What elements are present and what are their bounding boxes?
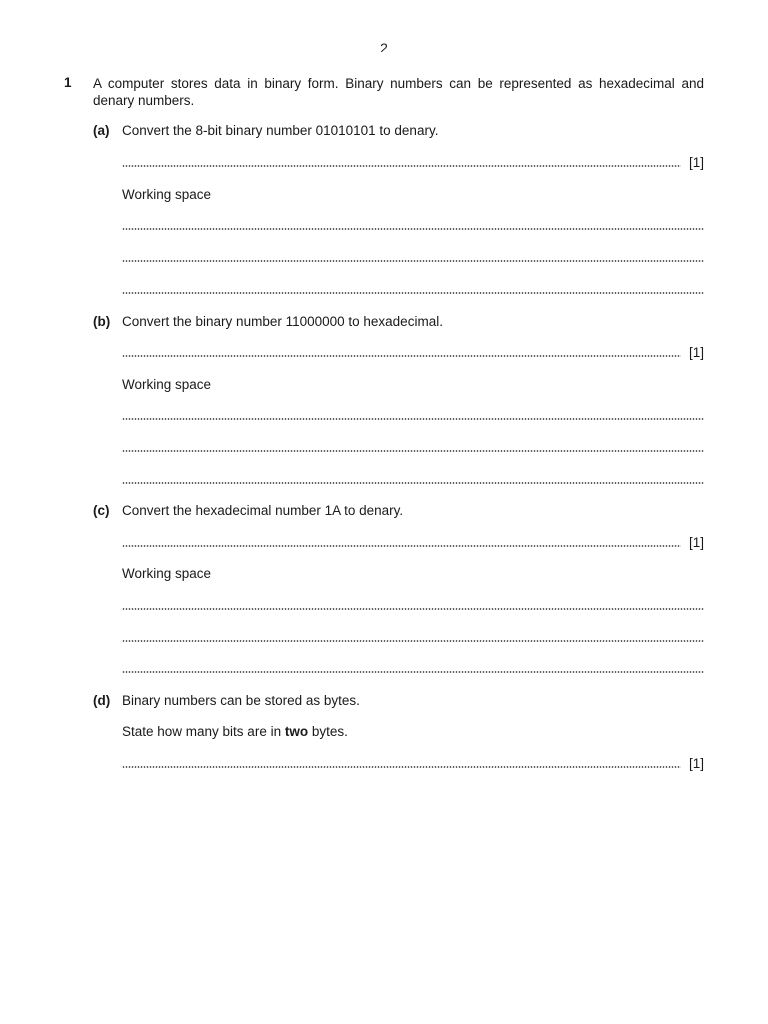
answer-dots bbox=[122, 164, 681, 168]
part-b-label: (b) bbox=[93, 314, 111, 329]
part-c-text: Convert the hexadecimal number 1A to denary. bbox=[122, 503, 404, 518]
part-d-prompt-after: bytes. bbox=[308, 724, 348, 739]
part-d-label: (d) bbox=[93, 693, 111, 708]
part-d-marks: [1] bbox=[688, 756, 704, 771]
working-dots bbox=[122, 259, 704, 263]
working-dots bbox=[122, 481, 704, 485]
part-a-working-line-2[interactable] bbox=[122, 249, 704, 266]
part-b-working-label: Working space bbox=[122, 377, 212, 392]
question-stem: A computer stores data in binary form. Binary numbers can be represented as hexadecimal and denary numbers. bbox=[93, 76, 704, 108]
part-a-marks: [1] bbox=[688, 155, 704, 170]
part-b-working-line-2[interactable] bbox=[122, 439, 704, 456]
part-d-prompt-bold: two bbox=[284, 724, 309, 739]
working-dots bbox=[122, 291, 704, 295]
working-dots bbox=[122, 607, 704, 611]
part-a-answer-line[interactable] bbox=[122, 154, 704, 171]
part-a-working-line-3[interactable] bbox=[122, 281, 704, 298]
working-dots bbox=[122, 670, 704, 674]
part-d-answer-line[interactable] bbox=[122, 755, 704, 772]
part-c-marks: [1] bbox=[688, 535, 704, 550]
part-d-text: Binary numbers can be stored as bytes. bbox=[122, 693, 360, 708]
working-dots bbox=[122, 449, 704, 453]
part-c-label: (c) bbox=[93, 503, 110, 518]
question-number: 1 bbox=[64, 75, 72, 90]
part-b-working-line-3[interactable] bbox=[122, 471, 704, 488]
part-c-working-line-1[interactable] bbox=[122, 597, 704, 614]
part-a-working-line-1[interactable] bbox=[122, 217, 704, 234]
working-dots bbox=[122, 227, 704, 231]
answer-dots bbox=[122, 354, 681, 358]
part-d-prompt bbox=[122, 723, 348, 740]
part-d-prompt-before: State how many bits are in bbox=[122, 724, 285, 739]
page-number: 2 bbox=[380, 40, 388, 52]
working-dots bbox=[122, 639, 704, 643]
part-c-working-line-2[interactable] bbox=[122, 629, 704, 646]
part-b-text: Convert the binary number 11000000 to hexadecimal. bbox=[122, 314, 443, 329]
part-a-label: (a) bbox=[93, 123, 110, 138]
part-a-text: Convert the 8-bit binary number 01010101 to denary. bbox=[122, 123, 439, 138]
part-b-answer-line[interactable] bbox=[122, 344, 704, 361]
answer-dots bbox=[122, 544, 681, 548]
answer-dots bbox=[122, 765, 681, 769]
part-c-working-line-3[interactable] bbox=[122, 660, 704, 677]
part-c-working-label: Working space bbox=[122, 566, 212, 581]
part-b-working-line-1[interactable] bbox=[122, 407, 704, 424]
working-dots bbox=[122, 417, 704, 421]
part-a-working-label: Working space bbox=[122, 187, 212, 202]
part-b-marks: [1] bbox=[688, 345, 704, 360]
part-c-answer-line[interactable] bbox=[122, 534, 704, 551]
